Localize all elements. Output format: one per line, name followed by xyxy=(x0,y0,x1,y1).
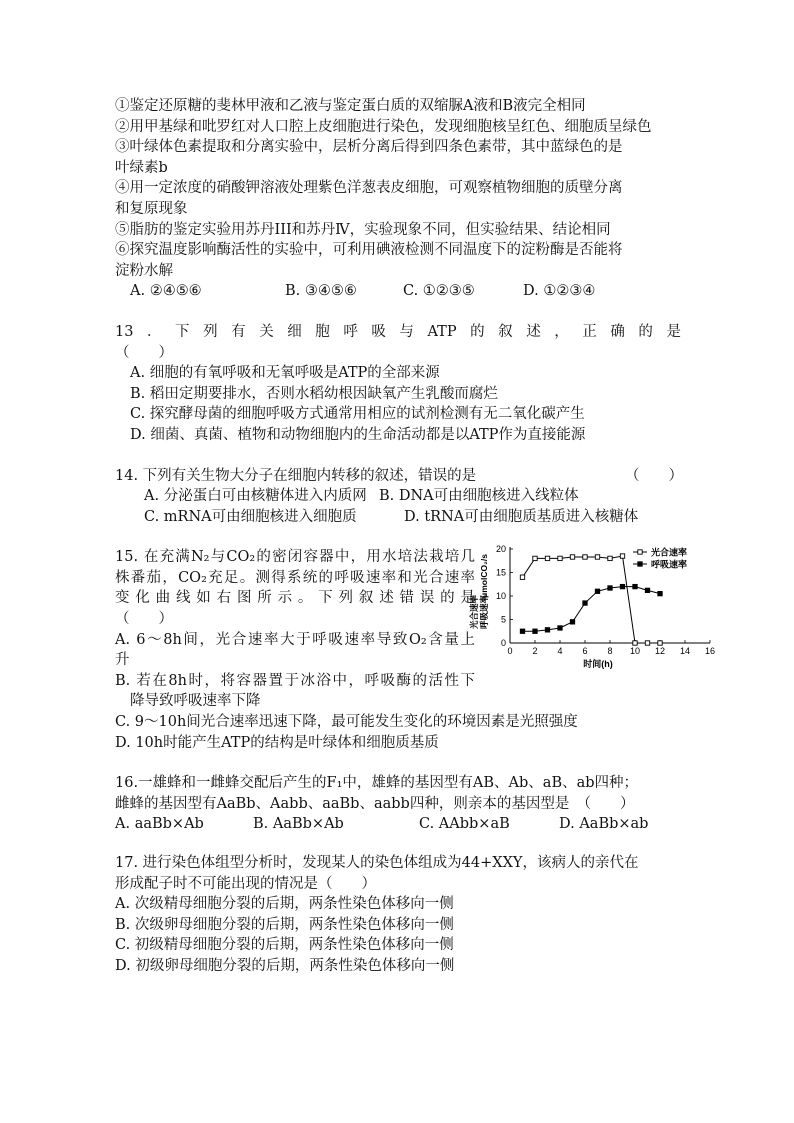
x-axis-label: 时间(h) xyxy=(583,659,613,670)
option-c: C. 探究酵母菌的细胞呼吸方式通常用相应的试剂检测有无二氧化碳产生 xyxy=(130,406,585,423)
option-d: D. 细菌、真菌、植物和动物细胞内的生命活动都是以ATP作为直接能源 xyxy=(130,426,586,443)
data-point xyxy=(633,585,637,589)
answer-bracket: （ ） xyxy=(115,611,173,628)
data-point xyxy=(520,629,524,633)
option-b: B. ③④⑤⑥ xyxy=(285,283,357,300)
x-tick-label: 14 xyxy=(679,646,691,657)
q14-options-row xyxy=(115,507,695,528)
y-axis-label: 呼吸速率 xyxy=(479,595,489,630)
q14-title: 14. 下列有关生物大分子在细胞内转移的叙述，错误的是 （ ） xyxy=(115,466,695,487)
x-tick-label: 4 xyxy=(557,646,563,657)
option-d: D. AaBb×ab xyxy=(559,816,649,833)
option-b: B. AaBb×Ab xyxy=(253,816,344,833)
data-point xyxy=(620,554,624,558)
rate-chart-svg xyxy=(469,541,716,671)
y-axis-label: 光合速率 xyxy=(469,595,479,630)
option-a: A. 细胞的有氧呼吸和无氧呼吸是ATP的全部来源 xyxy=(130,365,440,382)
q12-options xyxy=(115,281,695,302)
x-tick-label: 2 xyxy=(532,646,538,657)
x-tick-label: 16 xyxy=(704,646,716,657)
answer-bracket: （ ） xyxy=(115,344,173,361)
x-tick-label: 6 xyxy=(582,646,588,657)
data-point xyxy=(595,555,599,559)
data-point xyxy=(608,556,612,560)
legend-label: 光合速率 xyxy=(651,547,688,558)
option-c: C. mRNA可由细胞核进入细胞质 xyxy=(144,508,357,525)
series-line-2 xyxy=(523,587,661,632)
data-point xyxy=(658,641,662,645)
statement-line: ②用甲基绿和吡罗红对人口腔上皮细胞进行染色，发现细胞核呈红色、细胞质呈绿色 xyxy=(115,118,652,135)
data-point xyxy=(558,626,562,630)
option-a: A. 次级精母细胞分裂的后期，两条性染色体移向一侧 xyxy=(115,896,454,913)
data-point xyxy=(620,585,624,589)
data-point xyxy=(533,556,537,560)
question-14 xyxy=(115,466,695,528)
data-point xyxy=(558,556,562,560)
q13-title: 13 ． 下 列 有 关 细 胞 呼 吸 与 ATP 的 叙 述 ， 正 确 的 是 xyxy=(115,323,681,340)
option-d: D. 初级卵母细胞分裂的后期，两条性染色体移向一侧 xyxy=(115,957,455,974)
question-16: 16.一雄蜂和一雌蜂交配后产生的F₁中，雄蜂的基因型有AB、Ab、aB、ab四种； 雌蜂的基因型有AaBb、Aabb、aaBb、aabb四种，则亲本的基因型是 （ ） A. aaBb×Ab B. AaBb×Ab C. AAbb×aB D. AaBb×ab xyxy=(115,773,695,835)
option-c: C. 初级精母细胞分裂的后期，两条性染色体移向一侧 xyxy=(115,937,454,954)
chart-series xyxy=(520,554,662,645)
statement-line: ①鉴定还原糖的斐林甲液和乙液与鉴定蛋白质的双缩脲A液和B液完全相同 xyxy=(115,98,586,114)
intro-statements xyxy=(115,96,695,302)
data-point xyxy=(570,620,574,624)
y-tick-label: 20 xyxy=(495,544,506,555)
statement-line: ⑥探究温度影响酶活性的实验中，可利用碘液检测不同温度下的淀粉酶是否能将 xyxy=(115,242,623,259)
question-17: 17. 进行染色体组型分析时，发现某人的染色体组成为44+XXY，该病人的亲代在 形成配子时不可能出现的情况是（ ） A. 次级精母细胞分裂的后期，两条性染色体移向一侧 B. 次级卵母细胞分裂的后期，两条性染色体移向一侧 C. 初级精母细胞分裂的后期，两条性染色体移向一侧 D. 初级卵母细胞分裂的后期，两条性染色体移向一侧 xyxy=(115,853,695,977)
x-tick-label: 0 xyxy=(507,646,513,657)
option-b: B. 次级卵母细胞分裂的后期，两条性染色体移向一侧 xyxy=(115,916,454,933)
y-tick-label: 10 xyxy=(495,591,506,602)
data-point xyxy=(520,575,524,579)
option-a: A. ②④⑤⑥ xyxy=(130,283,202,300)
option-b: B. DNA可由细胞核进入线粒体 xyxy=(379,488,579,505)
data-point xyxy=(608,586,612,590)
question-15 xyxy=(115,544,716,753)
option-a: A. 分泌蛋白可由核糖体进入内质网 xyxy=(144,488,367,505)
statement-line: 淀粉水解 xyxy=(115,262,173,279)
legend-marker xyxy=(638,550,642,554)
option-a: A. 6～8h间，光合速率大于呼吸速率导致O₂含量上 xyxy=(115,631,475,648)
option-d: D. ①②③④ xyxy=(523,283,596,300)
option-b: B. 稻田定期要排水，否则水稻幼根因缺氧产生乳酸而腐烂 xyxy=(130,385,498,402)
data-point xyxy=(583,555,587,559)
chart-legend xyxy=(633,547,687,570)
data-point xyxy=(633,641,637,645)
y-axis-unit: μmolCO₂/s xyxy=(479,554,489,599)
q16-options xyxy=(115,814,695,835)
y-tick-label: 0 xyxy=(500,638,506,649)
data-point xyxy=(645,641,649,645)
data-point xyxy=(595,589,599,593)
statement-line: ⑤脂肪的鉴定实验用苏丹III和苏丹Ⅳ，实验现象不同，但实验结果、结论相同 xyxy=(115,221,611,238)
y-tick-label: 5 xyxy=(500,614,506,625)
option-b: B. 若在8h时，将容器置于冰浴中，呼吸酶的活性下 xyxy=(115,672,475,689)
x-tick-label: 8 xyxy=(607,646,613,657)
data-point xyxy=(583,601,587,605)
option-d: D. 10h时能产生ATP的结构是叶绿体和细胞质基质 xyxy=(115,734,439,751)
x-tick-label: 12 xyxy=(654,646,666,657)
legend-marker xyxy=(638,562,642,566)
option-d: D. tRNA可由细胞质基质进入核糖体 xyxy=(404,508,639,525)
data-point xyxy=(645,588,649,592)
statement-line: 和复原现象 xyxy=(115,200,188,217)
rate-chart xyxy=(469,541,716,671)
option-c: C. ①②③⑤ xyxy=(403,283,475,300)
data-point xyxy=(545,628,549,632)
exam-page xyxy=(115,96,716,977)
data-point xyxy=(570,555,574,559)
option-c: C. AAbb×aB xyxy=(419,816,510,833)
answer-bracket: （ ） xyxy=(625,467,683,484)
statement-line: ④用一定浓度的硝酸钾溶液处理紫色洋葱表皮细胞，可观察植物细胞的质壁分离 xyxy=(115,180,623,197)
data-point xyxy=(533,629,537,633)
option-a: A. aaBb×Ab xyxy=(115,816,204,833)
data-point xyxy=(658,592,662,596)
option-c: C. 9～10h间光合速率迅速下降，最可能发生变化的环境因素是光照强度 xyxy=(115,714,578,731)
q15-text: 15. 在充满N₂与CO₂的密闭容器中，用水培法栽培几 株番茄，CO₂充足。测得系统的呼吸速率和光合速率 变化曲线如右图所示。下列叙述错误的是 （ ） A. 6～8h间，光合速率大于呼吸速率导致O₂含量上 升 B. 若在8h时，将容器置于冰浴中，呼吸酶的活性下 降导致呼吸速率下降 xyxy=(115,549,475,710)
question-13 xyxy=(115,322,695,446)
q14-options-row xyxy=(115,486,695,507)
x-tick-label: 10 xyxy=(629,646,641,657)
legend-label: 呼吸速率 xyxy=(651,559,688,570)
data-point xyxy=(545,556,549,560)
statement-line: ③叶绿体色素提取和分离实验中，层析分离后得到四条色素带，其中蓝绿色的是 xyxy=(115,139,623,156)
y-tick-label: 15 xyxy=(495,567,506,578)
statement-line: 叶绿素b xyxy=(115,159,168,176)
